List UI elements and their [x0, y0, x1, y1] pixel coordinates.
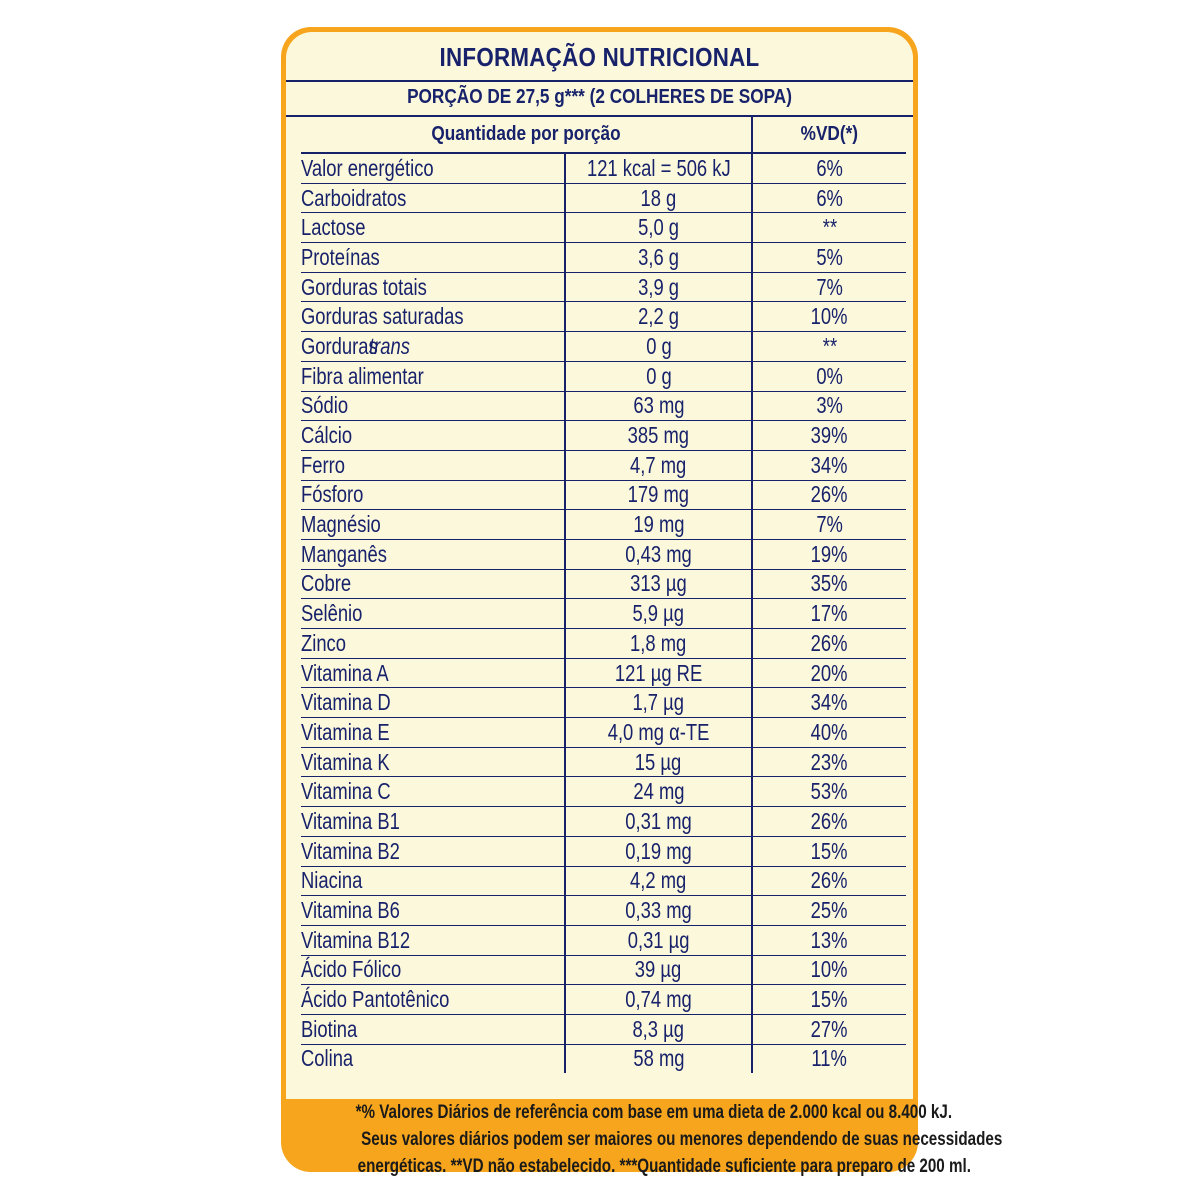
nutrient-vd: ** [752, 213, 906, 243]
table-row [301, 658, 906, 688]
nutrient-name: Vitamina B1 [301, 807, 565, 837]
nutrient-quantity: 4,7 mg [565, 450, 752, 480]
table-row [301, 629, 906, 659]
nutrient-vd: 40% [752, 718, 906, 748]
table-row [301, 599, 906, 629]
nutrient-quantity: 63 mg [565, 391, 752, 421]
nutrient-quantity: 0,74 mg [565, 985, 752, 1015]
nutrient-name: Selênio [301, 599, 565, 629]
nutrient-vd: 13% [752, 925, 906, 955]
table-row [301, 243, 906, 273]
nutrient-quantity: 4,0 mg α-TE [565, 718, 752, 748]
label-title: INFORMAÇÃO NUTRICIONAL [439, 42, 760, 72]
nutrient-name: Carboidratos [301, 183, 565, 213]
nutrient-vd: 6% [752, 183, 906, 213]
nutrient-vd: 26% [752, 629, 906, 659]
table-row [301, 807, 906, 837]
footnote-line-3: energéticas. **VD não estabelecido. ***Quantidade suficiente para preparo de 200 ml. [357, 1156, 971, 1177]
nutrient-vd: 26% [752, 480, 906, 510]
nutrient-quantity: 0,43 mg [565, 539, 752, 569]
nutrition-table [301, 116, 906, 1073]
nutrient-name: Gorduras saturadas [301, 302, 565, 332]
nutrient-name: Gordurastrans [301, 332, 565, 362]
table-row [301, 183, 906, 213]
header-quantity: Quantidade por porção [301, 116, 752, 153]
nutrient-vd: 3% [752, 391, 906, 421]
nutrient-vd: 5% [752, 243, 906, 273]
nutrient-vd: 10% [752, 302, 906, 332]
nutrient-name: Vitamina D [301, 688, 565, 718]
table-row [301, 836, 906, 866]
table-row [301, 272, 906, 302]
table-row [301, 866, 906, 896]
nutrition-panel [286, 32, 913, 1099]
nutrient-vd: 7% [752, 272, 906, 302]
nutrient-vd: 15% [752, 985, 906, 1015]
table-row [301, 1014, 906, 1044]
table-row [301, 539, 906, 569]
table-row [301, 688, 906, 718]
nutrient-vd: 19% [752, 539, 906, 569]
table-row [301, 153, 906, 183]
nutrition-rows [301, 153, 906, 1073]
nutrient-name: Colina [301, 1045, 354, 1072]
nutrient-quantity: 58 mg [565, 1044, 752, 1073]
table-row [301, 925, 906, 955]
nutrient-quantity: 18 g [565, 183, 752, 213]
header-vd: %VD(*) [752, 116, 906, 153]
nutrient-quantity: 0,33 mg [565, 896, 752, 926]
nutrient-vd: 25% [752, 896, 906, 926]
footnote [281, 1099, 1003, 1177]
nutrient-name-italic: trans [368, 332, 410, 359]
nutrient-quantity: 8,3 µg [565, 1014, 752, 1044]
nutrient-vd: 0% [752, 361, 906, 391]
table-row [301, 955, 906, 985]
nutrient-vd: 11% [752, 1044, 906, 1073]
nutrient-name: Ácido Pantotênico [301, 985, 565, 1015]
table-row [301, 213, 906, 243]
nutrient-name: Ferro [301, 450, 565, 480]
table-row [301, 718, 906, 748]
nutrient-name: Manganês [301, 539, 565, 569]
nutrient-vd: 27% [752, 1014, 906, 1044]
nutrient-name: Vitamina B2 [301, 836, 565, 866]
nutrient-quantity: 5,0 g [565, 213, 752, 243]
nutrient-quantity: 2,2 g [565, 302, 752, 332]
table-row [301, 450, 906, 480]
table-row [301, 777, 906, 807]
nutrient-quantity: 121 µg RE [565, 658, 752, 688]
table-row [301, 510, 906, 540]
nutrient-name: Gorduras totais [301, 272, 565, 302]
nutrient-name: Zinco [301, 629, 565, 659]
nutrient-name: Vitamina E [301, 718, 565, 748]
portion-size: PORÇÃO DE 27,5 g*** (2 COLHERES DE SOPA) [407, 86, 792, 108]
nutrient-name: Cobre [301, 569, 565, 599]
nutrient-name: Vitamina B12 [301, 925, 565, 955]
nutrient-quantity: 0,19 mg [565, 836, 752, 866]
table-row [301, 302, 906, 332]
table-row [301, 1044, 906, 1073]
nutrient-quantity: 313 µg [565, 569, 752, 599]
nutrient-name: Biotina [301, 1014, 565, 1044]
nutrient-vd: 23% [752, 747, 906, 777]
nutrient-quantity: 15 µg [565, 747, 752, 777]
nutrient-name: Vitamina B6 [301, 896, 565, 926]
nutrient-vd: 53% [752, 777, 906, 807]
nutrient-quantity: 1,8 mg [565, 629, 752, 659]
nutrient-name: Magnésio [301, 510, 565, 540]
nutrition-label [281, 27, 1003, 1177]
nutrient-vd: ** [752, 332, 906, 362]
nutrient-name: Ácido Fólico [301, 955, 565, 985]
nutrient-name: Sódio [301, 391, 565, 421]
nutrient-name: Fibra alimentar [301, 361, 565, 391]
nutrient-quantity: 4,2 mg [565, 866, 752, 896]
nutrient-quantity: 0 g [565, 361, 752, 391]
nutrient-quantity: 5,9 µg [565, 599, 752, 629]
table-row [301, 361, 906, 391]
nutrient-name: Vitamina C [301, 777, 565, 807]
nutrient-vd: 10% [752, 955, 906, 985]
nutrient-name: Lactose [301, 213, 565, 243]
nutrient-vd: 34% [752, 450, 906, 480]
nutrient-name: Valor energético [301, 153, 565, 183]
nutrient-vd: 7% [752, 510, 906, 540]
table-row [301, 332, 906, 362]
nutrient-name: Cálcio [301, 421, 565, 451]
nutrient-vd: 26% [752, 866, 906, 896]
nutrient-quantity: 3,9 g [565, 272, 752, 302]
nutrient-quantity: 19 mg [565, 510, 752, 540]
footnote-line-2: Seus valores diários podem ser maiores ou menores dependendo de suas necessidades [361, 1129, 1003, 1150]
nutrient-quantity: 385 mg [565, 421, 752, 451]
nutrient-quantity: 24 mg [565, 777, 752, 807]
footnote-line-1: *% Valores Diários de referência com base em uma dieta de 2.000 kcal ou 8.400 kJ. [355, 1102, 953, 1123]
table-header-row [301, 116, 906, 153]
nutrient-vd: 17% [752, 599, 906, 629]
nutrient-quantity: 39 µg [565, 955, 752, 985]
nutrient-vd: 26% [752, 807, 906, 837]
nutrient-vd: 35% [752, 569, 906, 599]
nutrient-name: Niacina [301, 866, 565, 896]
table-row [301, 896, 906, 926]
nutrient-name: Fósforo [301, 480, 565, 510]
nutrient-vd: 20% [752, 658, 906, 688]
nutrient-name: Vitamina K [301, 747, 565, 777]
table-row [301, 985, 906, 1015]
table-row [301, 747, 906, 777]
nutrient-vd: 34% [752, 688, 906, 718]
nutrient-name: Vitamina A [301, 658, 565, 688]
nutrient-quantity: 0,31 mg [565, 807, 752, 837]
nutrient-quantity: 0,31 µg [565, 925, 752, 955]
nutrient-quantity: 0 g [565, 332, 752, 362]
title-divider [286, 80, 913, 82]
table-row [301, 391, 906, 421]
nutrient-quantity: 179 mg [565, 480, 752, 510]
nutrient-quantity: 121 kcal = 506 kJ [565, 153, 752, 183]
nutrient-quantity: 3,6 g [565, 243, 752, 273]
nutrient-vd: 6% [752, 153, 906, 183]
table-row [301, 480, 906, 510]
nutrient-vd: 39% [752, 421, 906, 451]
table-row [301, 569, 906, 599]
nutrient-quantity: 1,7 µg [565, 688, 752, 718]
nutrient-name: Proteínas [301, 243, 565, 273]
table-row [301, 421, 906, 451]
nutrient-vd: 15% [752, 836, 906, 866]
